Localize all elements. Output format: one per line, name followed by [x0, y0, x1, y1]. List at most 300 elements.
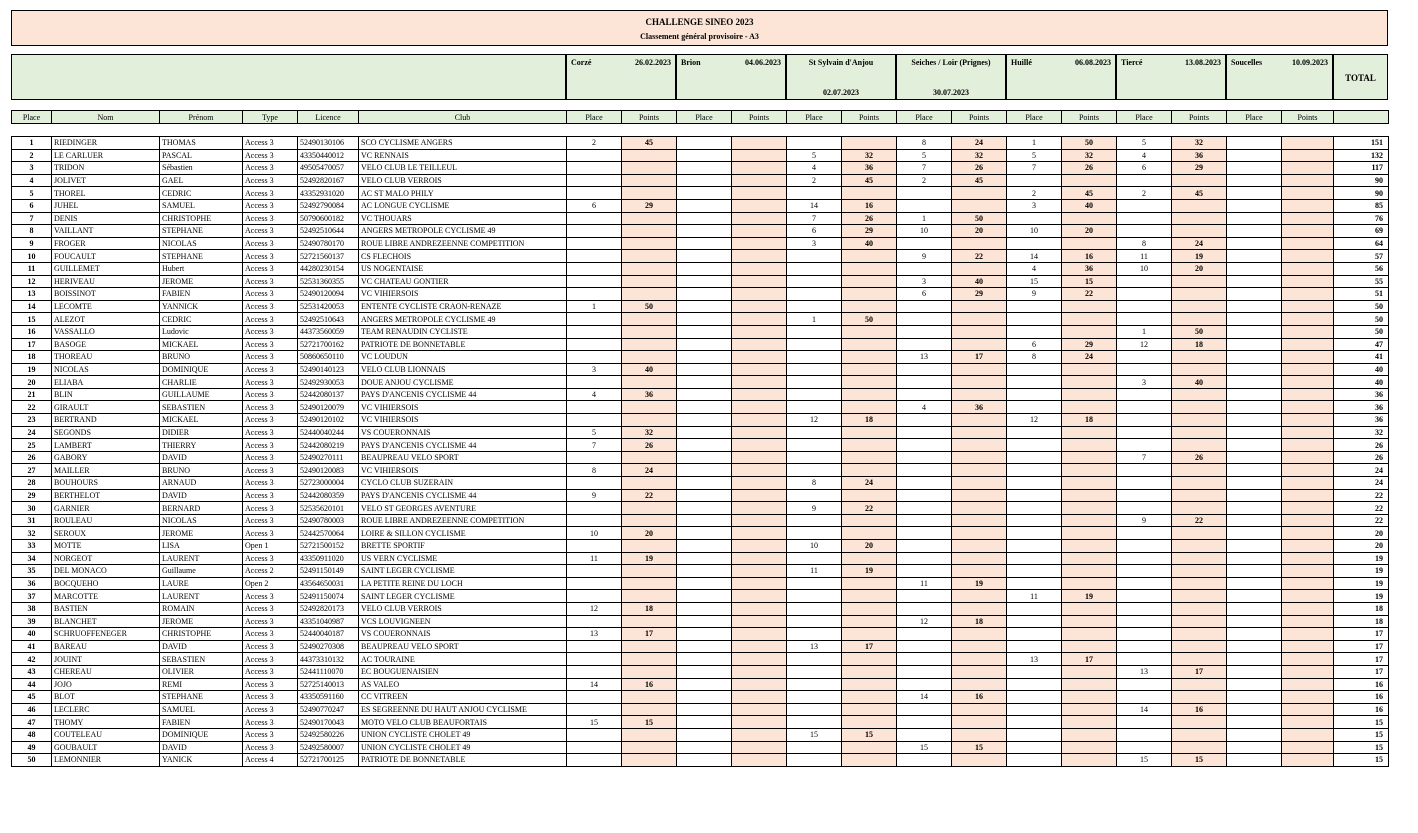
- cell-licence: 44373560059: [298, 325, 359, 338]
- cell-race-place: [1227, 640, 1282, 653]
- cell-race-place: 5: [787, 149, 842, 162]
- cell-race-place: [897, 502, 952, 515]
- cell-race-place: [677, 565, 732, 578]
- table-row: [12, 716, 1389, 729]
- cell-race-points: [1172, 351, 1227, 364]
- cell-prenom: Ludovic: [160, 325, 243, 338]
- cell-race-points: [1172, 590, 1227, 603]
- cell-race-points: 40: [1062, 199, 1117, 212]
- cell-race-points: [1062, 451, 1117, 464]
- cell-race-place: [1007, 741, 1062, 754]
- cell-race-place: [1007, 174, 1062, 187]
- header-race-place: Place: [677, 111, 732, 124]
- cell-race-place: [677, 653, 732, 666]
- cell-total: 19: [1334, 590, 1389, 603]
- cell-club: VCS LOUVIGNEEN: [359, 615, 567, 628]
- cell-race-place: [677, 300, 732, 313]
- cell-total: 50: [1334, 300, 1389, 313]
- cell-race-place: [1117, 489, 1172, 502]
- cell-race-points: 40: [842, 237, 897, 250]
- cell-race-place: 6: [897, 288, 952, 301]
- cell-nom: DEL MONACO: [52, 565, 160, 578]
- cell-race-place: [677, 728, 732, 741]
- cell-race-points: [952, 628, 1007, 641]
- table-row: [12, 728, 1389, 741]
- cell-race-points: 40: [952, 275, 1007, 288]
- cell-race-points: [732, 653, 787, 666]
- cell-club: PATRIOTE DE BONNETABLE: [359, 754, 567, 767]
- cell-place: 10: [12, 250, 52, 263]
- cell-race-place: [567, 451, 622, 464]
- header-club: Club: [359, 111, 567, 124]
- cell-race-place: [1007, 703, 1062, 716]
- table-row: [12, 376, 1389, 389]
- cell-race-place: [787, 577, 842, 590]
- cell-race-place: [1007, 552, 1062, 565]
- table-row: [12, 741, 1389, 754]
- cell-race-place: [897, 602, 952, 615]
- cell-prenom: MICKAEL: [160, 338, 243, 351]
- race-date: 13.08.2023: [1185, 58, 1221, 67]
- cell-licence: 52531360355: [298, 275, 359, 288]
- cell-club: BEAUPREAU VELO SPORT: [359, 451, 567, 464]
- cell-nom: BERTRAND: [52, 414, 160, 427]
- cell-total: 32: [1334, 426, 1389, 439]
- cell-prenom: YANICK: [160, 754, 243, 767]
- cell-race-points: [1282, 262, 1334, 275]
- cell-race-points: 29: [1172, 162, 1227, 175]
- cell-licence: 52492820173: [298, 602, 359, 615]
- cell-prenom: CEDRIC: [160, 313, 243, 326]
- cell-race-points: [1062, 439, 1117, 452]
- cell-race-place: [787, 363, 842, 376]
- table-row: [12, 338, 1389, 351]
- cell-race-points: [732, 388, 787, 401]
- cell-race-points: [732, 464, 787, 477]
- cell-prenom: FABIEN: [160, 716, 243, 729]
- cell-race-points: [952, 439, 1007, 452]
- cell-race-points: [1062, 325, 1117, 338]
- cell-type: Access 3: [243, 363, 298, 376]
- cell-race-points: [842, 716, 897, 729]
- cell-prenom: DAVID: [160, 640, 243, 653]
- cell-race-place: [897, 338, 952, 351]
- cell-place: 1: [12, 137, 52, 150]
- cell-race-place: [567, 262, 622, 275]
- cell-race-points: [732, 565, 787, 578]
- cell-prenom: JEROME: [160, 615, 243, 628]
- cell-nom: BERTHELOT: [52, 489, 160, 502]
- cell-race-points: 19: [1172, 250, 1227, 263]
- cell-total: 15: [1334, 716, 1389, 729]
- cell-race-place: [1007, 691, 1062, 704]
- cell-race-points: [1172, 225, 1227, 238]
- cell-race-points: [622, 237, 677, 250]
- cell-race-place: 14: [787, 199, 842, 212]
- cell-race-points: 22: [1172, 514, 1227, 527]
- cell-race-place: [787, 275, 842, 288]
- cell-race-points: [1172, 640, 1227, 653]
- cell-race-place: 1: [567, 300, 622, 313]
- cell-race-points: 24: [1062, 351, 1117, 364]
- header-race-place: Place: [787, 111, 842, 124]
- cell-race-place: 6: [567, 199, 622, 212]
- cell-race-points: [1282, 300, 1334, 313]
- cell-race-points: 26: [1172, 451, 1227, 464]
- cell-race-place: [1227, 728, 1282, 741]
- cell-type: Access 3: [243, 741, 298, 754]
- cell-race-place: [677, 615, 732, 628]
- cell-race-points: [622, 502, 677, 515]
- cell-race-points: 20: [622, 527, 677, 540]
- cell-place: 40: [12, 628, 52, 641]
- cell-place: 44: [12, 678, 52, 691]
- cell-nom: FROGER: [52, 237, 160, 250]
- cell-club: VC VIHIERSOIS: [359, 414, 567, 427]
- cell-licence: 43352931020: [298, 187, 359, 200]
- cell-type: Access 3: [243, 376, 298, 389]
- cell-race-points: [1282, 640, 1334, 653]
- table-row: [12, 628, 1389, 641]
- cell-race-points: [1282, 351, 1334, 364]
- cell-place: 8: [12, 225, 52, 238]
- race-header-soucelles: [1226, 54, 1333, 100]
- cell-race-points: [1062, 464, 1117, 477]
- cell-race-points: [622, 212, 677, 225]
- cell-prenom: DAVID: [160, 741, 243, 754]
- cell-race-points: [1172, 401, 1227, 414]
- cell-race-place: [897, 489, 952, 502]
- cell-race-points: [732, 540, 787, 553]
- cell-club: US VERN CYCLISME: [359, 552, 567, 565]
- cell-race-points: [1172, 477, 1227, 490]
- cell-licence: 52490120079: [298, 401, 359, 414]
- cell-race-points: [842, 451, 897, 464]
- cell-race-points: [1172, 363, 1227, 376]
- cell-race-points: [1172, 653, 1227, 666]
- cell-prenom: FABIEN: [160, 288, 243, 301]
- cell-race-points: [1062, 565, 1117, 578]
- cell-race-place: [1007, 313, 1062, 326]
- cell-prenom: CHRISTOPHE: [160, 628, 243, 641]
- cell-race-points: [1172, 741, 1227, 754]
- cell-licence: 52442570064: [298, 527, 359, 540]
- cell-race-points: [1282, 376, 1334, 389]
- cell-race-points: [1062, 502, 1117, 515]
- cell-race-place: [787, 464, 842, 477]
- cell-total: 69: [1334, 225, 1389, 238]
- cell-club: CS FLECHOIS: [359, 250, 567, 263]
- cell-race-points: [952, 187, 1007, 200]
- header-race-points: Points: [842, 111, 897, 124]
- cell-race-points: [732, 376, 787, 389]
- cell-race-points: [1282, 325, 1334, 338]
- cell-race-points: [622, 376, 677, 389]
- table-row: [12, 489, 1389, 502]
- cell-race-points: [1172, 565, 1227, 578]
- cell-race-place: 8: [567, 464, 622, 477]
- header-race-place: Place: [897, 111, 952, 124]
- cell-race-place: [787, 653, 842, 666]
- cell-club: PAYS D'ANCENIS CYCLISME 44: [359, 489, 567, 502]
- cell-race-place: [567, 174, 622, 187]
- cell-total: 20: [1334, 540, 1389, 553]
- cell-race-place: [567, 275, 622, 288]
- cell-race-points: 26: [1062, 162, 1117, 175]
- cell-race-place: [567, 477, 622, 490]
- cell-race-place: 10: [787, 540, 842, 553]
- cell-prenom: Guillaume: [160, 565, 243, 578]
- cell-race-place: [787, 716, 842, 729]
- cell-race-points: 18: [842, 414, 897, 427]
- cell-race-place: 3: [787, 237, 842, 250]
- cell-licence: 52531420053: [298, 300, 359, 313]
- cell-race-points: [1062, 602, 1117, 615]
- cell-race-points: 32: [622, 426, 677, 439]
- cell-type: Access 3: [243, 414, 298, 427]
- cell-club: AS VALEO: [359, 678, 567, 691]
- cell-race-place: [897, 414, 952, 427]
- cell-type: Access 3: [243, 275, 298, 288]
- cell-race-place: [787, 325, 842, 338]
- cell-nom: LECLERC: [52, 703, 160, 716]
- cell-nom: FOUCAULT: [52, 250, 160, 263]
- cell-race-place: [1227, 615, 1282, 628]
- cell-licence: 43350440012: [298, 149, 359, 162]
- cell-prenom: LAURENT: [160, 552, 243, 565]
- cell-race-place: [677, 338, 732, 351]
- cell-type: Access 3: [243, 615, 298, 628]
- cell-race-points: [622, 703, 677, 716]
- cell-race-place: [567, 149, 622, 162]
- cell-race-place: [1007, 464, 1062, 477]
- cell-race-points: [1062, 237, 1117, 250]
- cell-race-points: [1282, 149, 1334, 162]
- cell-nom: LE CARLUER: [52, 149, 160, 162]
- cell-type: Access 3: [243, 464, 298, 477]
- cell-race-place: [1227, 653, 1282, 666]
- cell-licence: 50790600182: [298, 212, 359, 225]
- cell-prenom: DOMINIQUE: [160, 363, 243, 376]
- cell-race-points: [622, 640, 677, 653]
- cell-race-points: [952, 363, 1007, 376]
- cell-race-place: [677, 691, 732, 704]
- cell-race-place: [1227, 338, 1282, 351]
- header-race-points: Points: [1172, 111, 1227, 124]
- cell-race-place: 8: [1007, 351, 1062, 364]
- cell-race-place: [1117, 728, 1172, 741]
- cell-club: ROUE LIBRE ANDREZEENNE COMPETITION: [359, 237, 567, 250]
- cell-place: 4: [12, 174, 52, 187]
- cell-nom: GABORY: [52, 451, 160, 464]
- cell-race-points: 22: [1062, 288, 1117, 301]
- cell-place: 38: [12, 602, 52, 615]
- cell-race-points: [732, 300, 787, 313]
- cell-race-place: [787, 590, 842, 603]
- cell-type: Access 3: [243, 199, 298, 212]
- cell-race-place: [1007, 565, 1062, 578]
- cell-race-points: 45: [842, 174, 897, 187]
- cell-race-place: 1: [897, 212, 952, 225]
- cell-race-points: [622, 174, 677, 187]
- cell-club: MOTO VELO CLUB BEAUFORTAIS: [359, 716, 567, 729]
- cell-race-place: [677, 628, 732, 641]
- cell-place: 7: [12, 212, 52, 225]
- cell-licence: 52440040187: [298, 628, 359, 641]
- table-row: [12, 439, 1389, 452]
- cell-race-place: [787, 137, 842, 150]
- cell-race-place: [1007, 401, 1062, 414]
- cell-total: 40: [1334, 376, 1389, 389]
- cell-race-points: [1062, 401, 1117, 414]
- cell-licence: 52490270308: [298, 640, 359, 653]
- cell-club: VC THOUARS: [359, 212, 567, 225]
- cell-race-points: [1172, 728, 1227, 741]
- cell-race-place: [1007, 754, 1062, 767]
- cell-place: 32: [12, 527, 52, 540]
- cell-race-place: 12: [897, 615, 952, 628]
- cell-race-points: [732, 162, 787, 175]
- cell-race-place: 1: [1117, 325, 1172, 338]
- cell-race-place: [677, 313, 732, 326]
- cell-licence: 52440040244: [298, 426, 359, 439]
- cell-race-points: [1172, 388, 1227, 401]
- cell-race-points: [952, 338, 1007, 351]
- cell-place: 34: [12, 552, 52, 565]
- cell-race-points: [1282, 237, 1334, 250]
- cell-club: VS COUERONNAIS: [359, 426, 567, 439]
- table-row: [12, 703, 1389, 716]
- cell-total: 90: [1334, 174, 1389, 187]
- cell-total: 24: [1334, 464, 1389, 477]
- total-label: TOTAL: [1345, 73, 1376, 83]
- cell-race-points: 50: [952, 212, 1007, 225]
- cell-place: 13: [12, 288, 52, 301]
- cell-race-points: [1062, 313, 1117, 326]
- table-row: [12, 565, 1389, 578]
- cell-race-points: [1282, 615, 1334, 628]
- cell-race-place: [677, 351, 732, 364]
- cell-nom: GARNIER: [52, 502, 160, 515]
- cell-race-place: 4: [1007, 262, 1062, 275]
- cell-race-place: [787, 439, 842, 452]
- table-row: [12, 174, 1389, 187]
- cell-race-place: [1007, 577, 1062, 590]
- cell-type: Access 3: [243, 262, 298, 275]
- cell-nom: JOJO: [52, 678, 160, 691]
- cell-race-points: [732, 174, 787, 187]
- cell-race-points: [732, 602, 787, 615]
- cell-race-place: [1227, 363, 1282, 376]
- cell-race-points: [1282, 514, 1334, 527]
- cell-race-place: [1117, 199, 1172, 212]
- cell-race-place: [897, 678, 952, 691]
- cell-licence: 52491150149: [298, 565, 359, 578]
- cell-total: 17: [1334, 628, 1389, 641]
- cell-race-points: [1172, 691, 1227, 704]
- cell-race-points: [1282, 653, 1334, 666]
- cell-race-points: [1282, 527, 1334, 540]
- cell-nom: ROULEAU: [52, 514, 160, 527]
- cell-place: 12: [12, 275, 52, 288]
- cell-race-place: [1117, 653, 1172, 666]
- cell-race-points: 18: [1172, 338, 1227, 351]
- cell-nom: LECOMTE: [52, 300, 160, 313]
- cell-race-points: [622, 577, 677, 590]
- cell-race-points: [842, 754, 897, 767]
- cell-race-place: [567, 653, 622, 666]
- cell-place: 22: [12, 401, 52, 414]
- cell-race-place: [567, 162, 622, 175]
- cell-total: 15: [1334, 741, 1389, 754]
- cell-race-place: 10: [897, 225, 952, 238]
- cell-race-points: [952, 489, 1007, 502]
- cell-race-points: 16: [952, 691, 1007, 704]
- cell-race-points: [842, 527, 897, 540]
- cell-total: 90: [1334, 187, 1389, 200]
- cell-race-points: [1282, 414, 1334, 427]
- cell-race-points: [952, 540, 1007, 553]
- cell-race-place: [677, 388, 732, 401]
- cell-total: 16: [1334, 691, 1389, 704]
- cell-nom: ALEZOT: [52, 313, 160, 326]
- cell-licence: 50860650110: [298, 351, 359, 364]
- cell-race-place: [1227, 439, 1282, 452]
- cell-race-points: [1062, 527, 1117, 540]
- cell-type: Access 3: [243, 628, 298, 641]
- cell-race-points: [1282, 212, 1334, 225]
- cell-race-place: [787, 628, 842, 641]
- cell-race-place: [677, 325, 732, 338]
- cell-prenom: STEPHANE: [160, 691, 243, 704]
- cell-race-points: [1172, 174, 1227, 187]
- cell-race-points: [732, 691, 787, 704]
- cell-race-place: [677, 552, 732, 565]
- cell-total: 51: [1334, 288, 1389, 301]
- cell-licence: 52491150074: [298, 590, 359, 603]
- cell-race-points: 15: [1172, 754, 1227, 767]
- cell-race-points: [732, 426, 787, 439]
- cell-race-place: [1227, 665, 1282, 678]
- cell-race-place: [567, 376, 622, 389]
- cell-licence: 52492790084: [298, 199, 359, 212]
- cell-race-points: [842, 615, 897, 628]
- cell-prenom: DOMINIQUE: [160, 728, 243, 741]
- cell-nom: NORGEOT: [52, 552, 160, 565]
- cell-race-place: [1227, 199, 1282, 212]
- cell-type: Access 3: [243, 514, 298, 527]
- cell-club: SAINT LEGER CYCLISME: [359, 565, 567, 578]
- cell-race-place: [677, 426, 732, 439]
- cell-race-place: [1227, 514, 1282, 527]
- cell-race-place: [1117, 640, 1172, 653]
- cell-race-place: [897, 426, 952, 439]
- cell-licence: 52490270111: [298, 451, 359, 464]
- cell-race-points: [732, 665, 787, 678]
- cell-place: 49: [12, 741, 52, 754]
- cell-type: Access 3: [243, 552, 298, 565]
- cell-race-points: [1282, 678, 1334, 691]
- cell-race-place: [677, 464, 732, 477]
- cell-race-place: [897, 199, 952, 212]
- cell-place: 6: [12, 199, 52, 212]
- cell-prenom: OLIVIER: [160, 665, 243, 678]
- header-race-points: Points: [952, 111, 1007, 124]
- cell-race-points: [842, 577, 897, 590]
- cell-race-place: 7: [1007, 162, 1062, 175]
- cell-race-points: [1172, 577, 1227, 590]
- cell-licence: 52492820167: [298, 174, 359, 187]
